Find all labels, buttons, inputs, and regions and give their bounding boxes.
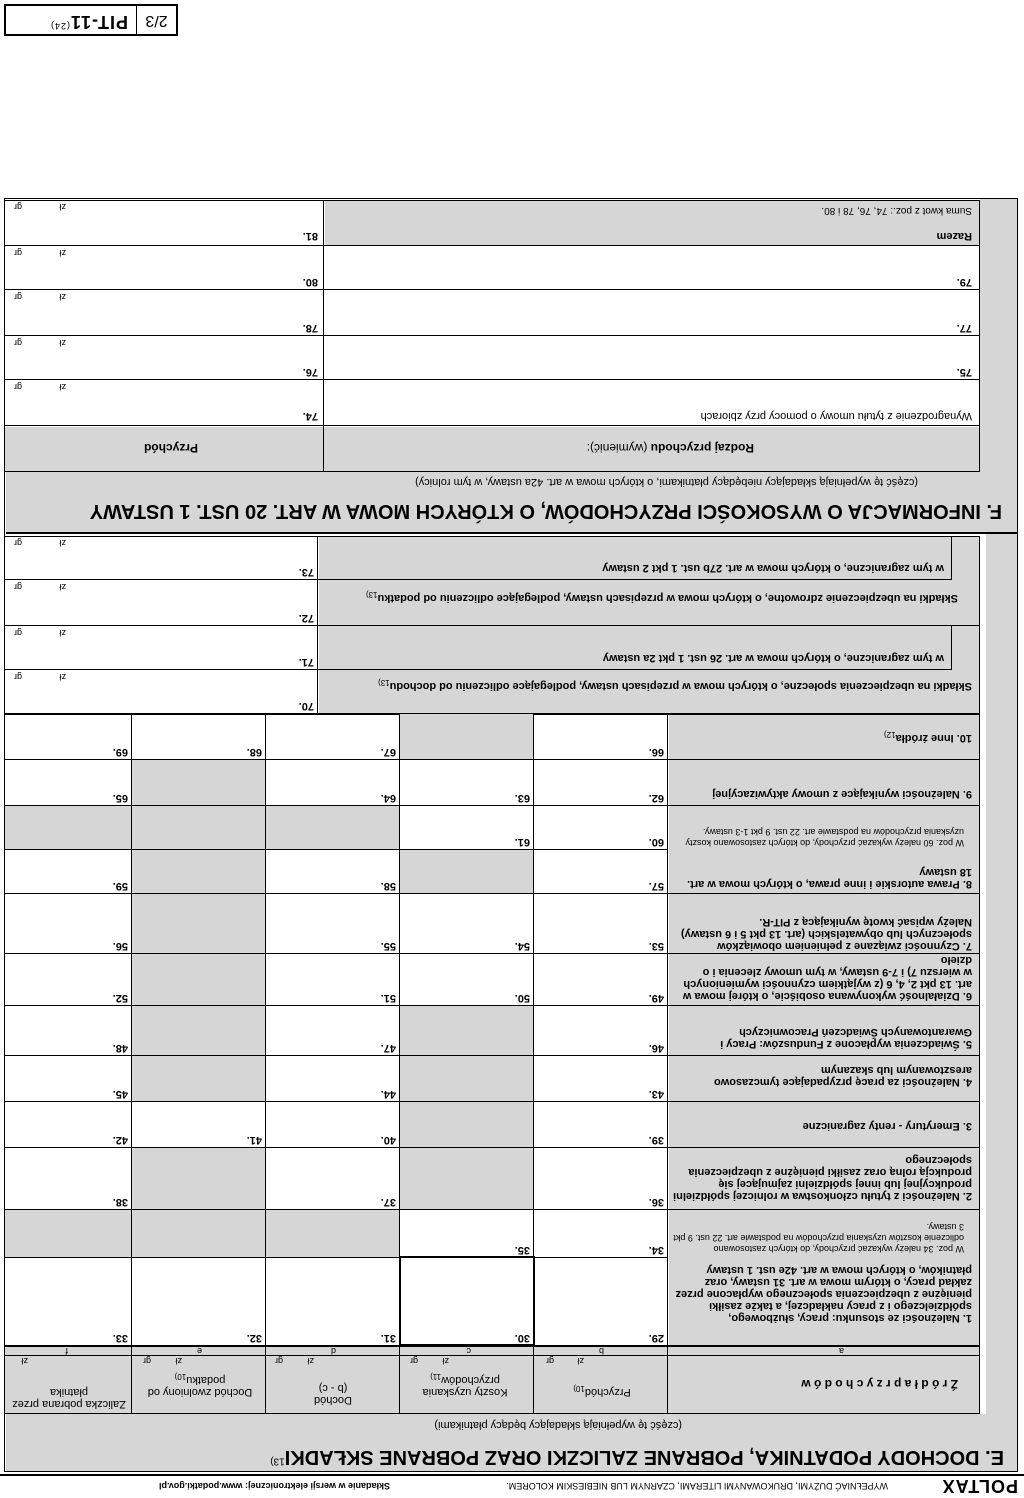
field-75[interactable]: 75. <box>956 366 972 378</box>
contrib-label-72: Składki na ubezpieczenie zdrowotne, o których mowa w przepisach ustawy, podlegające odliczeniu od podatku$_{13)}$ <box>365 589 958 604</box>
field-54[interactable]: 54. <box>514 940 530 952</box>
field-51[interactable]: 51. <box>380 992 396 1004</box>
col-letter-e: e <box>196 1346 202 1356</box>
field-45[interactable]: 45. <box>112 1088 128 1100</box>
field-67[interactable]: 67. <box>380 746 396 758</box>
unit-gr: gr <box>13 628 22 638</box>
unit-zl: zł <box>59 538 66 548</box>
form-code-box <box>4 4 178 36</box>
row-label-9: 9. Należności wynikające z umowy aktywizacyjnej <box>712 788 972 800</box>
row-label-6: 6. Działalność wykonywana osobiście, o której mowa w art. 13 pkt 2, 4, 6 (z wyjątkiem czynności wymienionych w wierszu 7) i 7-9 ustawy, w tym umowy zlecenia i o dzieło <box>682 954 972 1002</box>
field-35[interactable]: 35. <box>514 1244 530 1256</box>
field-32[interactable]: 32. <box>246 1332 262 1344</box>
unit-zl: zł <box>577 1356 584 1366</box>
unit-gr: gr <box>13 202 22 212</box>
unit-gr: gr <box>142 1356 151 1366</box>
unit-gr: gr <box>274 1356 283 1366</box>
col-letter-c: c <box>466 1346 471 1356</box>
unit-gr: gr <box>13 672 22 682</box>
form-name: PIT-11$^{(24)}$ <box>49 12 128 32</box>
row-label-5: 5. Świadczenia wypłacone z Funduszów: Pracy i Gwarantowanych Świadczeń Pracowniczych <box>720 1026 972 1050</box>
unit-gr: gr <box>545 1356 554 1366</box>
unit-gr: gr <box>13 292 22 302</box>
unit-zl: zł <box>59 338 66 348</box>
section-f-subtitle: (część tę wypełniają składający niebędący płatnikami, o których mowa w art. 42a ustawy, w tym rolnicy) <box>415 476 918 488</box>
unit-zl: zł <box>59 248 66 258</box>
fill-instruction: WYPEŁNIAĆ DUŻYMI, DRUKOWANYMI LITERAMI, CZARNYM LUB NIEBIESKIM KOLOREM. <box>506 1481 888 1491</box>
field-78[interactable]: 78. <box>302 322 318 334</box>
field-63[interactable]: 63. <box>514 792 530 804</box>
top-bar <box>0 1474 1024 1498</box>
field-41[interactable]: 41. <box>246 1134 262 1146</box>
col-advance-tax-header: Zaliczka pobrana przez płatnika <box>12 1386 126 1410</box>
col-exempt-income-header: Dochód zwolniony od podatku$_{10)}$ <box>147 1371 253 1398</box>
field-46[interactable]: 46. <box>648 1042 664 1054</box>
field-68[interactable]: 68. <box>246 746 262 758</box>
field-81[interactable]: 81. <box>302 230 318 242</box>
field-73[interactable]: 73. <box>298 566 314 578</box>
col-letter-b: b <box>598 1346 604 1356</box>
unit-zl: zł <box>59 202 66 212</box>
field-57[interactable]: 57. <box>648 880 664 892</box>
unit-zl: zł <box>59 292 66 302</box>
col-source-header: Ź r ó d ł a p r z y c h o d ó w <box>801 1377 958 1391</box>
col-net-income-header: Dochód (b - c) <box>314 1382 352 1406</box>
brand-logo: POLTAX <box>941 1476 1018 1496</box>
unit-gr: gr <box>13 538 22 548</box>
unit-zl: zł <box>59 582 66 592</box>
page-number: 2/3 <box>136 6 176 34</box>
field-55[interactable]: 55. <box>380 940 396 952</box>
row-label-3: 3. Emerytury - renty zagraniczne <box>802 1120 972 1132</box>
field-66[interactable]: 66. <box>648 746 664 758</box>
field-62[interactable]: 62. <box>648 792 664 804</box>
field-65[interactable]: 65. <box>112 792 128 804</box>
field-60[interactable]: 60. <box>648 836 664 848</box>
field-39[interactable]: 39. <box>648 1134 664 1146</box>
section-f-title: F. INFORMACJA O WYSOKOŚCI PRZYCHODÓW, O KTÓRYCH MOWA W ART. 20 UST. 1 USTAWY <box>89 500 1002 522</box>
unit-gr: gr <box>13 582 22 592</box>
col-letter-f: f <box>65 1346 68 1356</box>
row-label-2: 2. Należności z tytułu członkostwa w rolniczej spółdzielni produkcyjnej lub innej spółdzielni zajmującej się produkcją rolną oraz zasiłki pieniężne z ubezpieczenia społecznego <box>673 1154 972 1202</box>
row-label-8-note: W poz. 60 należy wykazać przychody, do których zastosowano koszty uzyskania przychodów na podstawie art. 22 ust. 9 pkt 1-3 ustawy. <box>685 827 964 848</box>
field-44[interactable]: 44. <box>380 1088 396 1100</box>
contrib-label-71: w tym zagraniczne, o których mowa w art. 26 ust. 1 pkt 2a ustawy <box>602 652 944 664</box>
field-72[interactable]: 72. <box>298 612 314 624</box>
field-37[interactable]: 37. <box>380 1196 396 1208</box>
f-row-1-label: Wynagrodzenie z tytułu umowy o pomocy przy zbiorach <box>700 410 972 422</box>
field-47[interactable]: 47. <box>380 1042 396 1054</box>
total-label: Razem <box>936 230 972 242</box>
field-59[interactable]: 59. <box>112 880 128 892</box>
col-costs-header: Koszty uzyskania przychodów$_{11)}$ <box>422 1371 508 1398</box>
row-label-1-note: W poz. 34 należy wykazać przychody, do których zastosowano odliczenie kosztów uzyskania przychodów na podstawie art. 22 ust. 9 pkt 3 ustawy. <box>673 1222 964 1254</box>
col-revenue-header: Przychód <box>143 441 198 455</box>
unit-zl: zł <box>307 1356 314 1366</box>
form-outer-border <box>4 198 1018 1472</box>
field-50[interactable]: 50. <box>514 992 530 1004</box>
col-income-kind-header: Rodzaj przychodu (wymienić): <box>586 441 754 455</box>
field-29[interactable]: 29. <box>648 1332 664 1344</box>
unit-gr: gr <box>409 1356 418 1366</box>
field-71[interactable]: 71. <box>298 656 314 668</box>
row-label-7: 7. Czynności związane z pełnieniem obowiązków społecznych lub obywatelskich (art. 13 pkt 5 i 6 ustawy) Należy wpisać kwotę wynikającą z PIT-R. <box>681 916 972 952</box>
unit-zl: zł <box>175 1356 182 1366</box>
section-e-subtitle: (część tę wypełniają składający będący płatnikami) <box>434 1419 682 1431</box>
col-income-header: Przychód$_{10)}$ <box>573 1383 631 1398</box>
row-label-8: 8. Prawa autorskie i inne prawa, o których mowa w art. 18 ustawy <box>687 866 972 890</box>
field-48[interactable]: 48. <box>112 1042 128 1054</box>
row-label-10: 10. Inne źródła$_{12)}$ <box>884 729 972 744</box>
col-letter-a: a <box>838 1346 844 1356</box>
field-33[interactable]: 33. <box>112 1332 128 1344</box>
field-43[interactable]: 43. <box>648 1088 664 1100</box>
field-64[interactable]: 64. <box>380 792 396 804</box>
field-49[interactable]: 49. <box>648 992 664 1004</box>
field-52[interactable]: 52. <box>112 992 128 1004</box>
field-69[interactable]: 69. <box>112 746 128 758</box>
field-61[interactable]: 61. <box>514 836 530 848</box>
field-31[interactable]: 31. <box>380 1332 396 1344</box>
field-56[interactable]: 56. <box>112 940 128 952</box>
unit-zl: zł <box>21 1356 28 1366</box>
field-38[interactable]: 38. <box>112 1196 128 1208</box>
field-40[interactable]: 40. <box>380 1134 396 1146</box>
field-76[interactable]: 76. <box>302 366 318 378</box>
unit-gr: gr <box>13 338 22 348</box>
unit-gr: gr <box>13 382 22 392</box>
contrib-label-70: Składki na ubezpieczenia społeczne, o których mowa w przepisach ustawy, podlegające odliczeniu od dochodu$_{13)}$ <box>378 677 972 692</box>
field-53[interactable]: 53. <box>648 940 664 952</box>
field-36[interactable]: 36. <box>648 1196 664 1208</box>
contrib-label-73: w tym zagraniczne, o których mowa w art. 27b ust. 1 pkt 2 ustawy <box>602 562 944 574</box>
unit-zl: zł <box>59 672 66 682</box>
col-letter-d: d <box>330 1346 336 1356</box>
field-58[interactable]: 58. <box>380 880 396 892</box>
field-77[interactable]: 77. <box>956 322 972 334</box>
field-34[interactable]: 34. <box>648 1244 664 1256</box>
field-42[interactable]: 42. <box>112 1134 128 1146</box>
unit-gr: gr <box>13 248 22 258</box>
field-79[interactable]: 79. <box>956 276 972 288</box>
field-70[interactable]: 70. <box>298 700 314 712</box>
electronic-filing-note: Składanie w wersji elektronicznej: www.podatki.gov.pl <box>158 1481 390 1491</box>
unit-zl: zł <box>59 628 66 638</box>
row-label-4: 4. Należności za pracę przypadające tymczasowo aresztowanym lub skazanym <box>713 1064 972 1088</box>
field-30[interactable]: 30. <box>514 1332 530 1344</box>
section-e-title: E. DOCHODY PODATNIKA, POBRANE ZALICZKI ORAZ POBRANE SKŁADKI$^{13)}$ <box>270 1446 1004 1468</box>
unit-zl: zł <box>59 382 66 392</box>
unit-zl: zł <box>442 1356 449 1366</box>
field-80[interactable]: 80. <box>302 276 318 288</box>
row-label-1: 1. Należności ze stosunku: pracy, służbowego, spółdzielczego i z pracy nakładczej, a także zasiłki pieniężne z ubezpieczenia społecznego wypłacone przez zakład pracy, o którym mowa w art. 31 ustawy, oraz płatników, o których mowa w art. 42e ust. 1 ustawy <box>675 1264 972 1324</box>
total-note: Suma kwot z poz.: 74, 76, 78 i 80. <box>821 205 972 216</box>
field-74[interactable]: 74. <box>302 410 318 422</box>
